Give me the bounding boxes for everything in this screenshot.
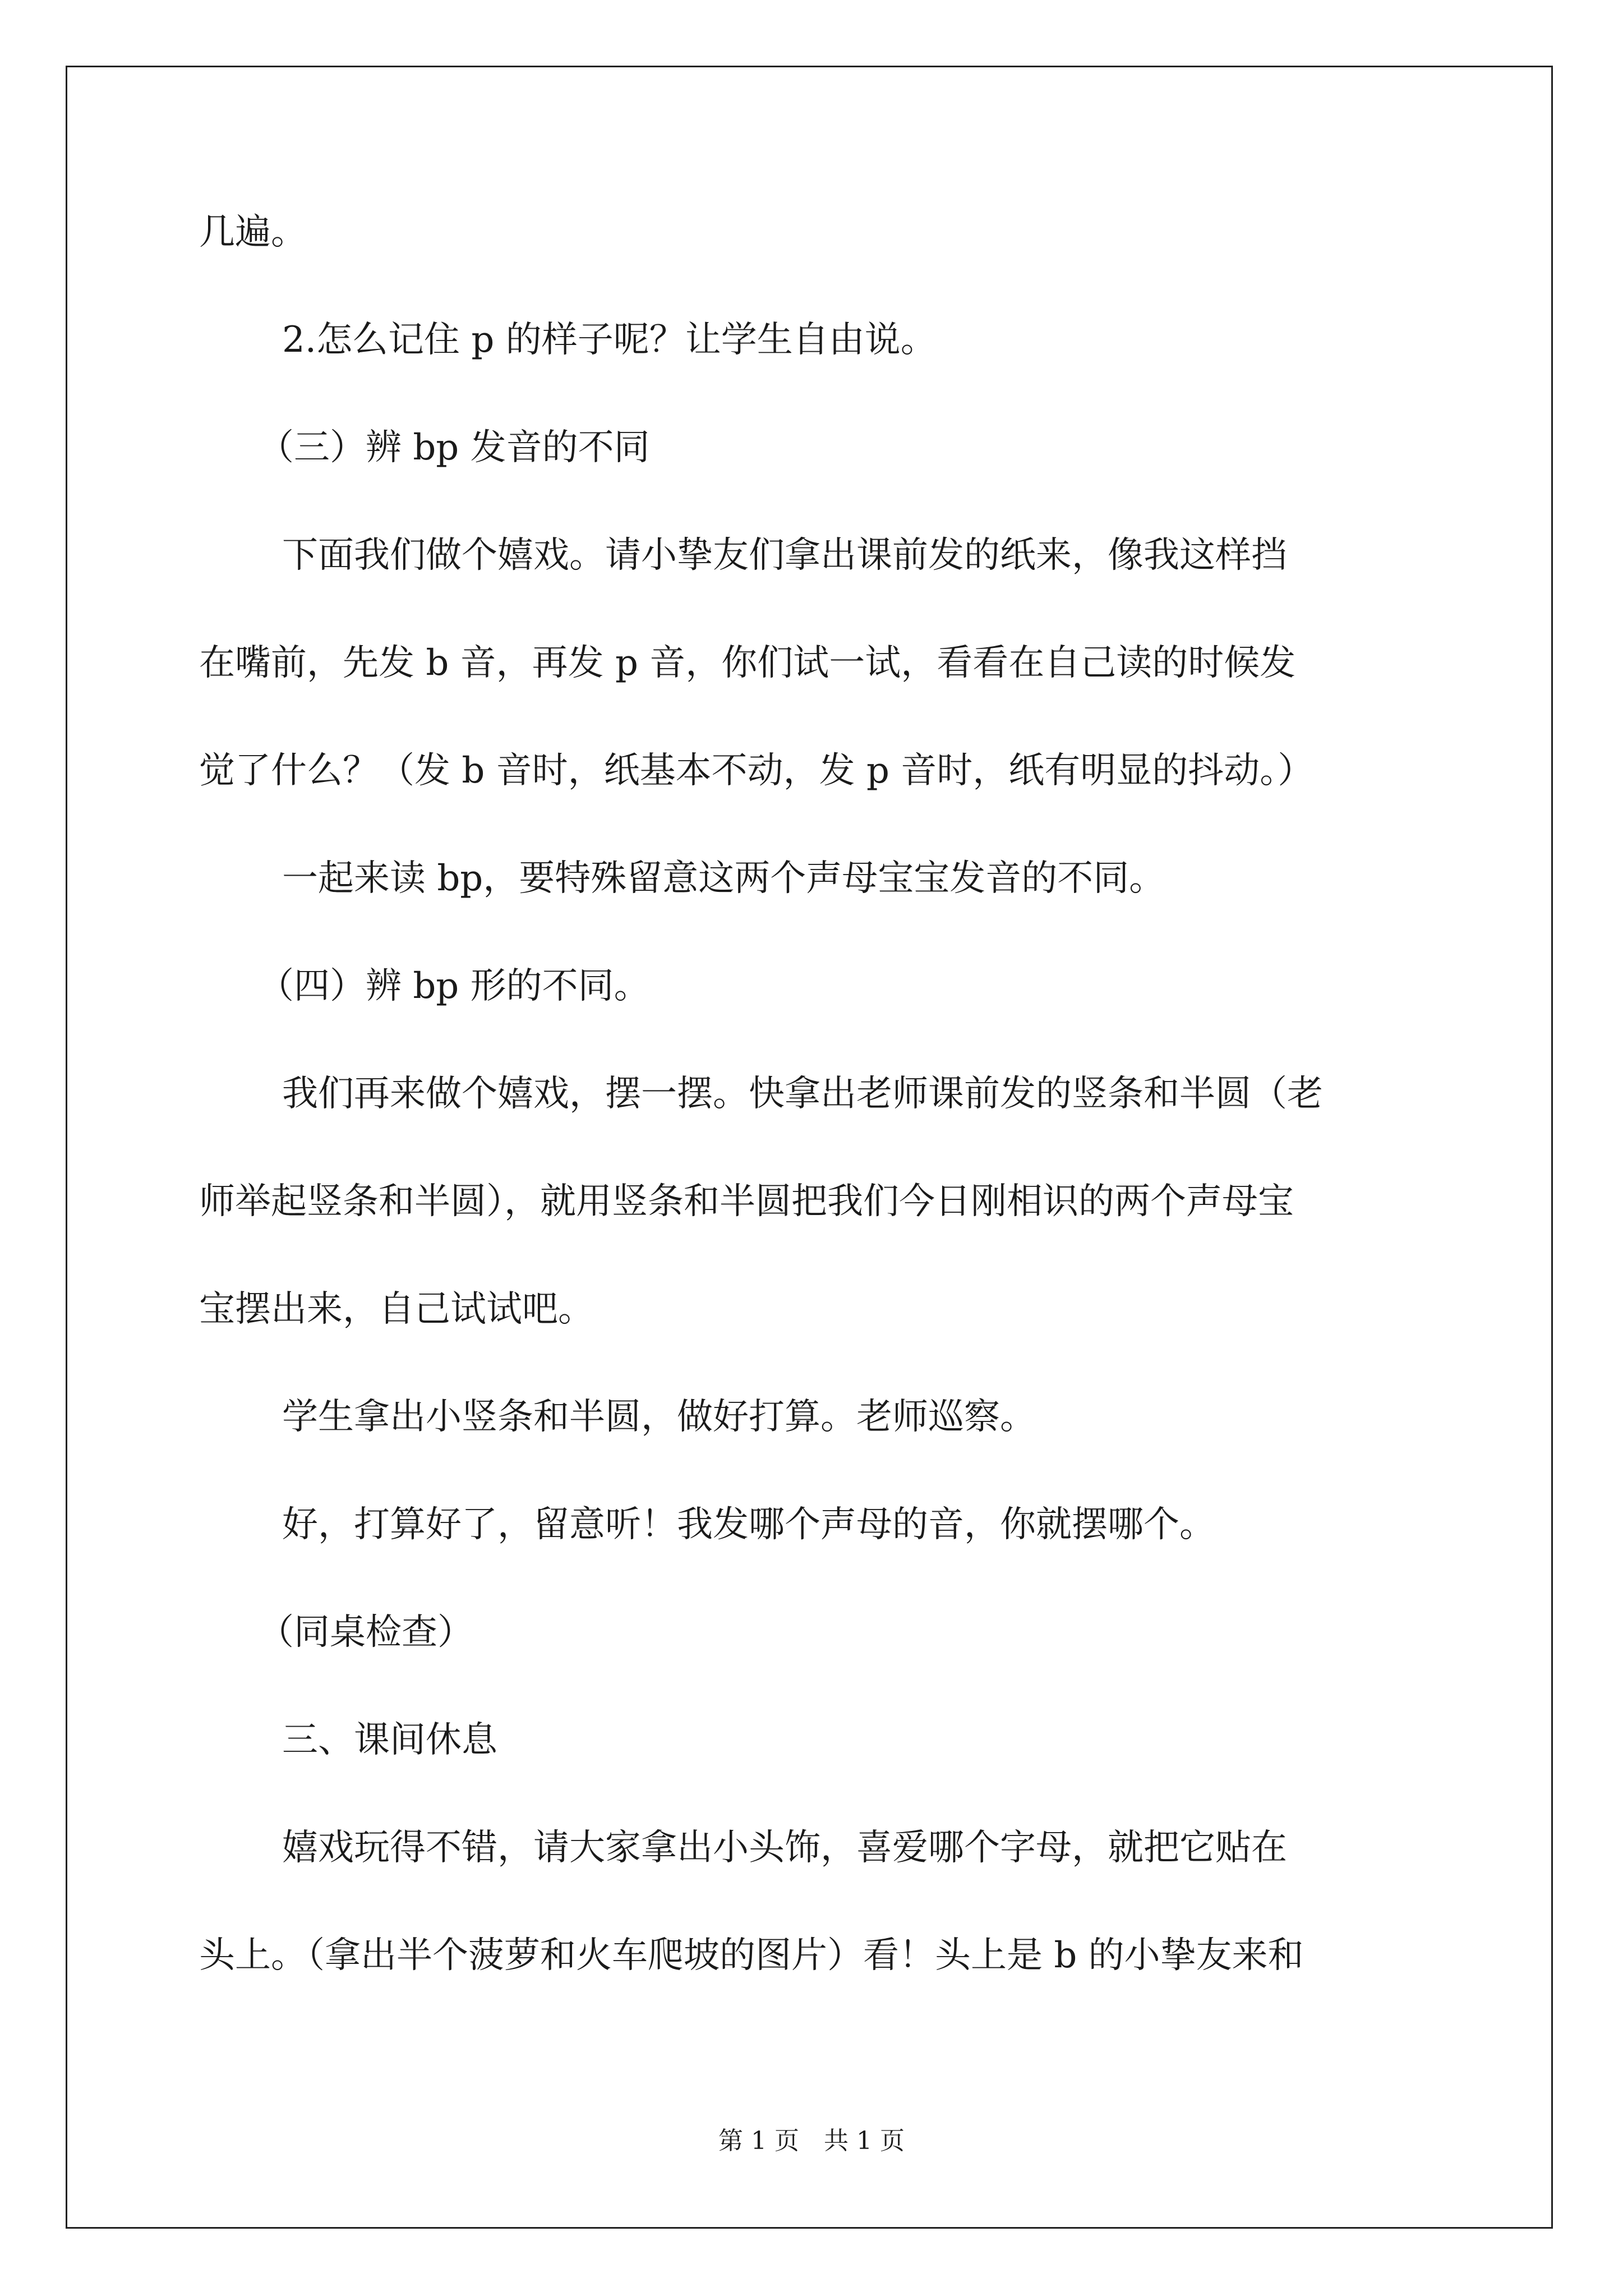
text-line: 在嘴前，先发 b 音，再发 p 音，你们试一试，看看在自己读的时候发 bbox=[199, 642, 1296, 684]
page-number: 第 1 页 共 1 页 bbox=[718, 2127, 905, 2155]
text-line: 一起来读 bp，要特殊留意这两个声母宝宝发音的不同。 bbox=[282, 858, 1165, 899]
text-line: 师举起竖条和半圆），就用竖条和半圆把我们今日刚相识的两个声母宝 bbox=[199, 1181, 1294, 1222]
section-heading: （三）辨 bp 发音的不同 bbox=[258, 427, 650, 468]
text-line: 我们再来做个嬉戏，摆一摆。快拿出老师课前发的竖条和半圆（老 bbox=[282, 1073, 1323, 1115]
text-line: 好，打算好了，留意听！我发哪个声母的音，你就摆哪个。 bbox=[282, 1504, 1215, 1545]
section-heading: 三、课间休息 bbox=[282, 1719, 497, 1761]
section-heading: （四）辨 bp 形的不同。 bbox=[258, 965, 650, 1007]
page-footer bbox=[0, 2120, 1623, 2156]
text-line: 几遍。 bbox=[199, 211, 307, 253]
text-line: 觉了什么？（发 b 音时，纸基本不动，发 p 音时，纸有明显的抖动。） bbox=[199, 750, 1314, 792]
text-line: 下面我们做个嬉戏。请小挚友们拿出课前发的纸来，像我这样挡 bbox=[282, 535, 1287, 576]
document-body bbox=[199, 211, 1433, 2045]
text-line: 学生拿出小竖条和半圆，做好打算。老师巡察。 bbox=[282, 1396, 1036, 1438]
text-line: 2.怎么记住 p 的样子呢？让学生自由说。 bbox=[282, 319, 937, 361]
text-line: 嬉戏玩得不错，请大家拿出小头饰，喜爱哪个字母，就把它贴在 bbox=[282, 1827, 1287, 1869]
text-line: 头上。（拿出半个菠萝和火车爬坡的图片）看！头上是 b 的小挚友来和 bbox=[199, 1935, 1304, 1976]
text-line: （同桌检查） bbox=[258, 1612, 473, 1653]
text-line: 宝摆出来，自己试试吧。 bbox=[199, 1289, 594, 1330]
